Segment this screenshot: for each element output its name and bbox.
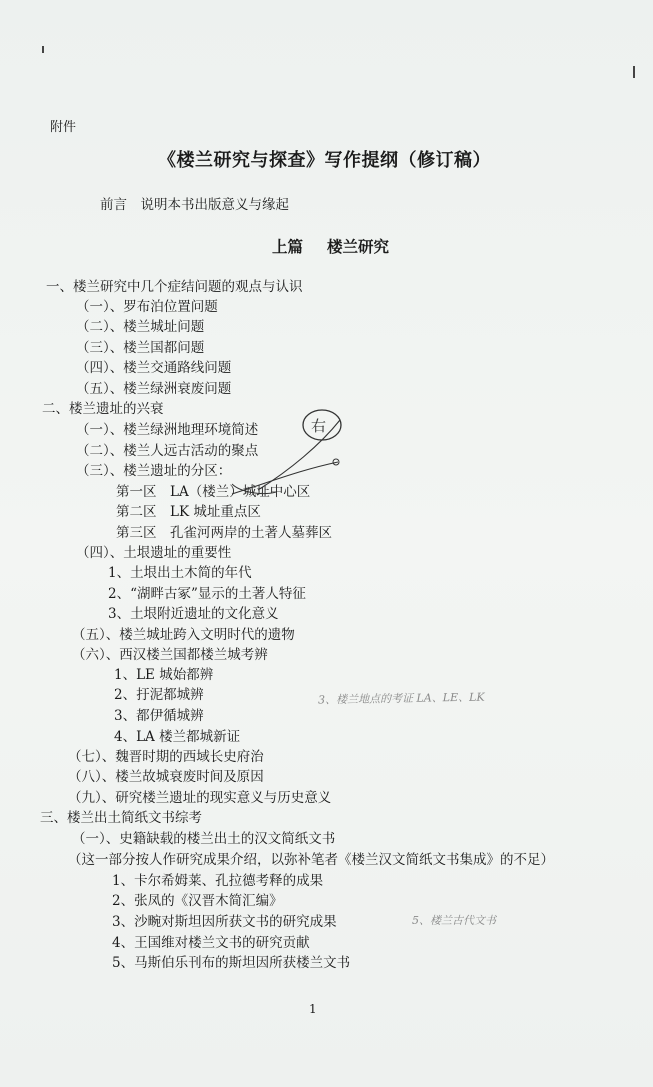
outline-line: 第一区 LA（楼兰）城址中心区 xyxy=(116,484,311,500)
outline-line: 2、“湖畔古冢”显示的土著人特征 xyxy=(108,586,306,602)
outline-line: 第二区 LK 城址重点区 xyxy=(116,504,261,520)
outline-line: （一）、史籍缺载的楼兰出土的汉文简纸文书 xyxy=(72,831,336,847)
outline-line: 3、沙畹对斯坦因所获文书的研究成果 xyxy=(112,914,337,930)
part-label: 上篇 xyxy=(272,238,304,256)
outline-line: 三、楼兰出土简纸文书综考 xyxy=(40,810,202,826)
handwritten-note: 5、楼兰古代文书 xyxy=(412,914,496,927)
outline-line: 3、都伊循城辨 xyxy=(114,708,204,724)
outline-line: 一、楼兰研究中几个症结问题的观点与认识 xyxy=(46,279,303,295)
handwritten-circle-char: 右 xyxy=(311,417,327,435)
outline-line: （五）、楼兰绿洲衰废问题 xyxy=(76,381,232,397)
outline-line: （八）、楼兰故城衰废时间及原因 xyxy=(68,769,264,785)
outline-line: 二、楼兰遗址的兴衰 xyxy=(42,401,164,417)
annex-label: 附件 xyxy=(50,120,77,135)
outline-line: （一）、楼兰绿洲地理环境简述 xyxy=(76,422,259,438)
outline-line: （四）、土垠遗址的重要性 xyxy=(76,545,232,561)
outline-line: 3、土垠附近遗址的文化意义 xyxy=(108,606,279,622)
outline-line: （六）、西汉楼兰国都楼兰城考辨 xyxy=(72,647,268,663)
outline-line: （三）、楼兰国都问题 xyxy=(76,340,205,356)
outline-line: （七）、魏晋时期的西域长史府治 xyxy=(68,749,264,765)
outline-line: （九）、研究楼兰遗址的现实意义与历史意义 xyxy=(68,790,332,806)
handwritten-stroke xyxy=(258,420,340,490)
preface-line: 前言 说明本书出版意义与缘起 xyxy=(100,197,289,213)
page-number: 1 xyxy=(309,1002,317,1016)
part-name: 楼兰研究 xyxy=(327,238,390,256)
document-title: 《楼兰研究与探查》写作提纲（修订稿） xyxy=(158,150,491,171)
outline-line: （三）、楼兰遗址的分区： xyxy=(76,463,232,479)
outline-line: （五）、楼兰城址跨入文明时代的遗物 xyxy=(72,627,295,643)
outline-line: （这一部分按人作研究成果介绍，以弥补笔者《楼兰汉文简纸文书集成》的不足） xyxy=(68,852,554,868)
outline-line: 1、LE 城始都辨 xyxy=(114,667,214,683)
outline-line: 2、张凤的《汉晋木简汇编》 xyxy=(112,893,283,909)
outline-line: 第三区 孔雀河两岸的土著人墓葬区 xyxy=(116,525,332,541)
outline-line: 1、土垠出土木简的年代 xyxy=(108,565,252,581)
handwritten-stroke xyxy=(232,462,338,494)
outline-line: 5、马斯伯乐刊布的斯坦因所获楼兰文书 xyxy=(112,955,351,971)
outline-line: （一）、罗布泊位置问题 xyxy=(76,299,218,315)
outline-line: （四）、楼兰交通路线问题 xyxy=(76,360,232,376)
outline-line: 4、王国维对楼兰文书的研究贡献 xyxy=(112,935,310,951)
outline-line: 2、扜泥都城辨 xyxy=(114,687,204,703)
outline-line: （二）、楼兰城址问题 xyxy=(76,319,205,335)
outline-line: 4、LA 楼兰都城新证 xyxy=(114,729,241,745)
handwritten-note: 3、楼兰地点的考证 LA、LE、LK xyxy=(317,690,485,707)
outline-line: 1、卡尔希姆莱、孔拉德考释的成果 xyxy=(112,873,324,889)
outline-line: （二）、楼兰人远古活动的聚点 xyxy=(76,443,259,459)
